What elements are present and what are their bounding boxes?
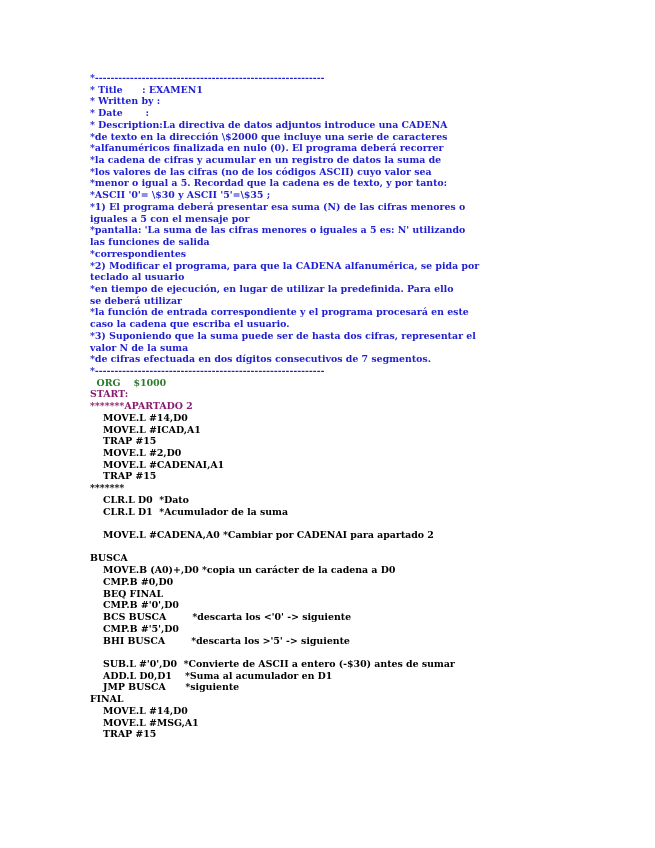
blank-line (90, 518, 650, 530)
comment-line: * Date : (90, 108, 149, 120)
comment-line: *la función de entrada correspondiente y el programa procesará en este (90, 307, 469, 319)
code-line: TRAP #15 (90, 729, 157, 741)
code-line: BUSCA (90, 553, 128, 565)
code-line: MOVE.L #14,D0 (90, 412, 188, 424)
comment-line: *3) Suponiendo que la suma puede ser de hasta dos cifras, representar el (90, 330, 476, 342)
code-line: CMP.B #0,D0 (90, 576, 174, 588)
comment-line: *la cadena de cifras y acumular en un registro de datos la suma de (90, 155, 442, 167)
comment-line: teclado al usuario (90, 272, 185, 284)
comment-line: *de cifras efectuada en dos dígitos consecutivos de 7 segmentos. (90, 354, 431, 366)
comment-line: *los valores de las cifras (no de los códigos ASCII) cuyo valor sea (90, 166, 432, 178)
comment-line: * Title : EXAMEN1 (90, 84, 203, 96)
comment-line: *2) Modificar el programa, para que la CADENA alfanumérica, se pida por (90, 260, 480, 272)
source-code-listing (90, 73, 650, 741)
code-line: TRAP #15 (90, 436, 157, 448)
code-line: ADD.L D0,D1 *Suma al acumulador en D1 (90, 670, 333, 682)
code-line: CLR.L D1 *Acumulador de la suma (90, 506, 289, 518)
code-line: BEQ FINAL (90, 588, 164, 600)
comment-line: * Description:La directiva de datos adjuntos introduce una CADENA (90, 119, 448, 131)
code-line: MOVE.L #2,D0 (90, 448, 182, 459)
code-line: MOVE.L #ICAD,A1 (90, 424, 201, 436)
comment-line: *1) El programa deberá presentar esa suma (N) de las cifras menores o (90, 201, 466, 213)
code-line: CMP.B #'0',D0 (90, 600, 179, 612)
blank-line (90, 647, 650, 659)
code-line: MOVE.L #CADENA,A0 *Cambiar por CADENAI para apartado 2 (90, 530, 434, 542)
code-line: MOVE.L #CADENAI,A1 (90, 459, 225, 471)
code-line: MOVE.L #MSG,A1 (90, 717, 199, 729)
code-line: MOVE.L #14,D0 (90, 705, 188, 717)
comment-line: *alfanuméricos finalizada en nulo (0). El programa deberá recorrer (90, 143, 444, 155)
comment-line: *menor o igual a 5. Recordad que la cadena es de texto, y por tanto: (90, 178, 448, 190)
code-line: CLR.L D0 *Dato (90, 494, 189, 506)
code-line: CMP.B #'5',D0 (90, 623, 179, 635)
blank-line (90, 542, 650, 554)
comment-line: *de texto en la dirección \$2000 que incluye una serie de caracteres (90, 131, 448, 143)
code-line: BHI BUSCA *descarta los >'5' -> siguiente (90, 635, 350, 647)
comment-line: *ASCII '0'= \$30 y ASCII '5'=\$35 ; (90, 190, 271, 202)
code-line: JMP BUSCA *siguiente (90, 682, 240, 694)
comment-line: *pantalla: 'La suma de las cifras menores o iguales a 5 es: N' utilizando (90, 225, 466, 237)
comment-line: iguales a 5 con el mensaje por (90, 213, 250, 225)
code-line: ******* (90, 483, 125, 495)
code-line: FINAL (90, 694, 124, 706)
code-line: TRAP #15 (90, 471, 157, 483)
directive-line: ORG $1000 (90, 377, 167, 389)
comment-line: *----------------------------------------------------------- (90, 73, 325, 84)
comment-line: se deberá utilizar (90, 295, 182, 307)
label-line: START: (90, 389, 129, 401)
code-line: MOVE.B (A0)+,D0 *copia un carácter de la cadena a D0 (90, 565, 396, 577)
comment-line: *correspondientes (90, 248, 187, 260)
comment-line: caso la cadena que escriba el usuario. (90, 319, 290, 331)
comment-line: * Written by : (90, 96, 161, 108)
code-line: BCS BUSCA *descarta los <'0' -> siguiente (90, 612, 352, 624)
comment-line: las funciones de salida (90, 237, 210, 249)
code-line: SUB.L #'0',D0 *Convierte de ASCII a entero (-$30) antes de sumar (90, 658, 455, 670)
comment-line: valor N de la suma (90, 342, 189, 354)
comment-line: *en tiempo de ejecución, en lugar de utilizar la predefinida. Para ello (90, 283, 454, 295)
comment-line: *----------------------------------------------------------- (90, 365, 325, 377)
label-line: *******APARTADO 2 (90, 401, 193, 413)
